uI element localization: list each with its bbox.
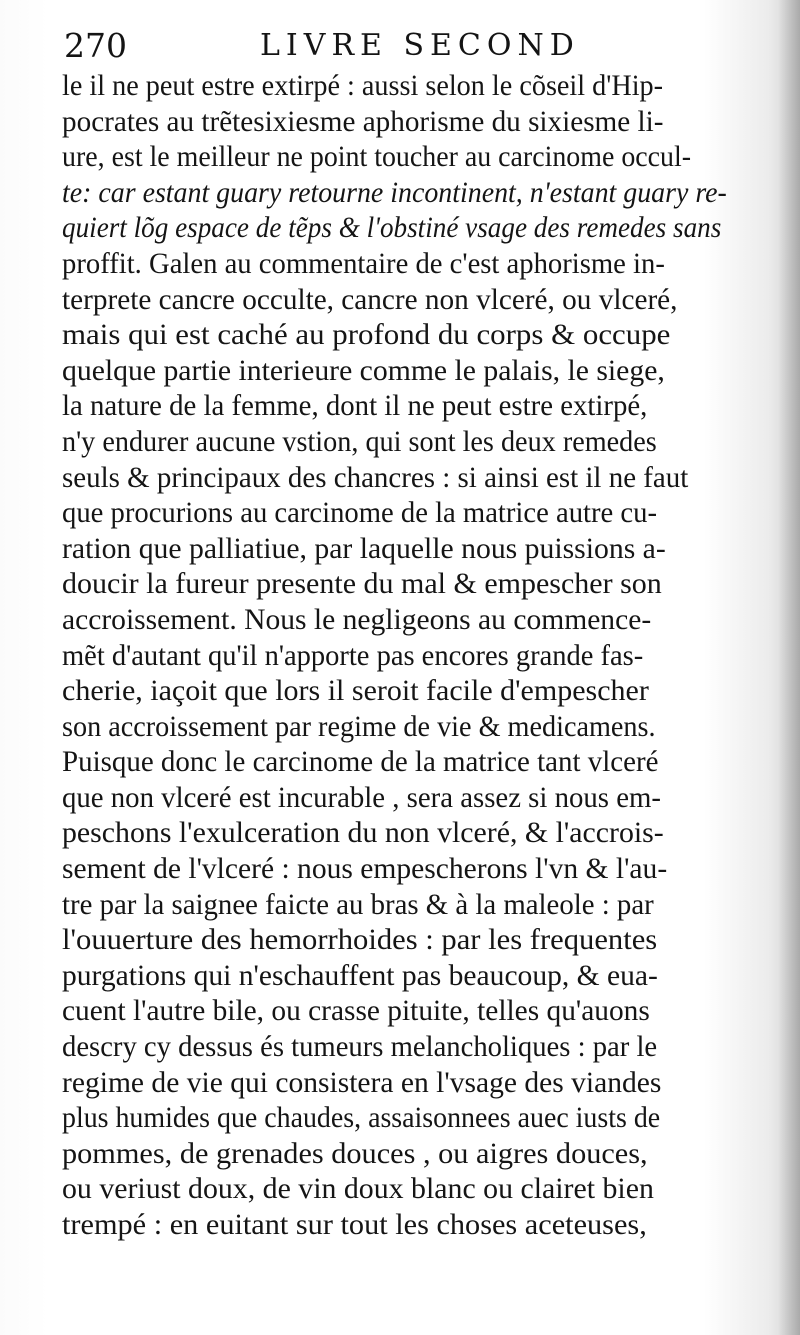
text-line-content: te: car estant guary retourne incontinent, n'estant guary re-	[62, 175, 727, 209]
text-line-content: que procurions au carcinome de la matrice autre cu-	[62, 496, 657, 530]
text-line-content: tre par la saignee faicte au bras & à la maleole : par	[62, 887, 654, 921]
page-number: 270	[64, 26, 127, 65]
text-line-content: quelque partie interieure comme le palais, le siege,	[62, 353, 665, 387]
text-line	[62, 673, 778, 709]
body-text	[62, 68, 778, 1243]
text-line	[62, 993, 778, 1029]
text-line	[62, 709, 778, 745]
text-line	[62, 851, 778, 887]
text-line	[62, 1065, 778, 1101]
text-line	[62, 460, 778, 496]
text-line	[62, 210, 778, 246]
text-line-content: la nature de la femme, dont il ne peut estre extirpé,	[62, 389, 648, 423]
text-line-content: cherie, iaçoit que lors il seroit facile d'empescher	[62, 674, 649, 708]
text-line-content: cuent l'autre bile, ou crasse pituite, telles qu'auons	[62, 994, 650, 1028]
text-line-content: l'ouuerture des hemorrhoides : par les frequentes	[62, 923, 658, 957]
text-line-content: pommes, de grenades douces , ou aigres douces,	[62, 1136, 648, 1170]
text-line	[62, 602, 778, 638]
text-line	[62, 1100, 778, 1136]
page-header	[64, 26, 764, 66]
text-line-content: seuls & principaux des chancres : si ainsi est il ne faut	[62, 460, 689, 494]
text-line-content: doucir la fureur presente du mal & empescher son	[62, 567, 662, 601]
text-line-content: terprete cancre occulte, cancre non vlceré, ou vlceré,	[62, 282, 678, 316]
text-line-content: ou veriust doux, de vin doux blanc ou clairet bien	[62, 1172, 654, 1206]
text-line	[62, 566, 778, 602]
text-line	[62, 887, 778, 923]
text-line	[62, 958, 778, 994]
running-head: LIVRE SECOND	[260, 28, 580, 63]
text-line-content: purgations qui n'eschauffent pas beaucoup, & eua-	[62, 958, 658, 992]
text-line	[62, 68, 778, 104]
text-line	[62, 1029, 778, 1065]
text-line-content: mais qui est caché au profond du corps & occupe	[62, 318, 671, 352]
text-line-content: accroissement. Nous le negligeons au commence-	[62, 602, 652, 636]
text-line	[62, 104, 778, 140]
text-line	[62, 638, 778, 674]
text-line-content: mẽt d'autant qu'il n'apporte pas encores grande fas-	[62, 638, 644, 672]
text-line-content: sement de l'vlceré : nous empescherons l'vn & l'au-	[62, 852, 668, 886]
text-line	[62, 744, 778, 780]
text-line-content: trempé : en euitant sur tout les choses aceteuses,	[62, 1208, 647, 1241]
text-line-content: Puisque donc le carcinome de la matrice tant vlceré	[62, 745, 659, 779]
text-line	[62, 815, 778, 851]
text-line	[62, 353, 778, 389]
text-line-content: le il ne peut estre extirpé : aussi selon le cõseil d'Hip-	[62, 69, 664, 102]
text-line	[62, 922, 778, 958]
text-line-content: pocrates au trẽtesixiesme aphorisme du sixiesme li-	[62, 104, 664, 138]
text-line	[62, 1171, 778, 1207]
text-line	[62, 246, 778, 282]
text-line	[62, 780, 778, 816]
text-line	[62, 317, 778, 353]
text-line-content: n'y endurer aucune vstion, qui sont les deux remedes	[62, 424, 657, 458]
text-line-content: descry cy dessus és tumeurs melancholiques : par le	[62, 1030, 658, 1064]
text-line	[62, 282, 778, 318]
text-line-content: son accroissement par regime de vie & medicamens.	[62, 709, 656, 743]
text-line	[62, 139, 778, 175]
text-line-content: plus humides que chaudes, assaisonnees auec iusts de	[62, 1101, 661, 1135]
text-line	[62, 175, 778, 211]
text-line-content: ure, est le meilleur ne point toucher au carcinome occul-	[62, 140, 692, 174]
text-line-content: ration que palliatiue, par laquelle nous puissions a-	[62, 531, 666, 565]
text-line	[62, 424, 778, 460]
text-line	[62, 531, 778, 567]
text-line-content: que non vlceré est incurable , sera assez si nous em-	[62, 780, 661, 814]
text-line	[62, 1207, 778, 1243]
text-line-content: quiert lõg espace de tẽps & l'obstiné vsage des remedes sans	[62, 211, 722, 245]
text-line-content: peschons l'exulceration du non vlceré, & l'accrois-	[62, 816, 664, 850]
text-line	[62, 495, 778, 531]
text-line-content: regime de vie qui consistera en l'vsage des viandes	[62, 1065, 662, 1099]
text-line-content: proffit. Galen au commentaire de c'est aphorisme in-	[62, 246, 665, 280]
page-edge-shadow	[778, 0, 800, 1335]
text-line	[62, 388, 778, 424]
text-line	[62, 1136, 778, 1172]
